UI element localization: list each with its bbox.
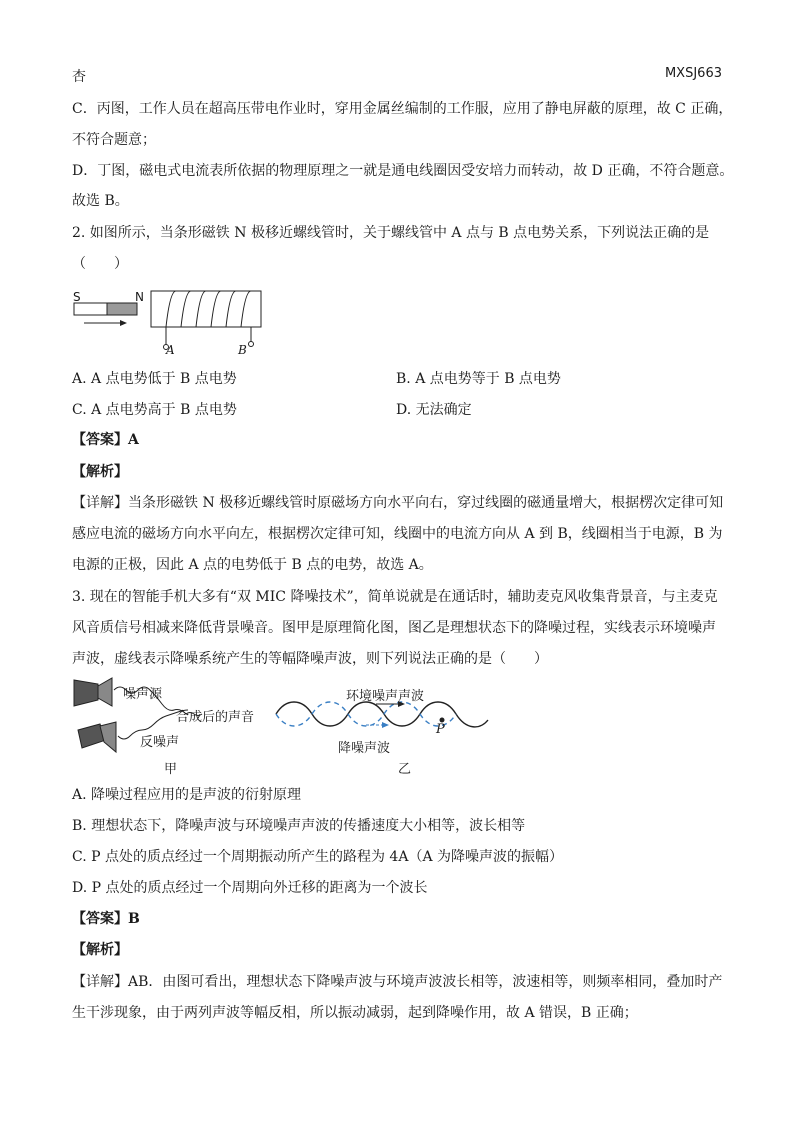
detail-3-line: 【详解】AB．由图可看出，理想状态下降噪声波与环境声波波长相等，波速相等，则频率相同，叠加时产 — [72, 974, 723, 990]
cancel-wave-label: 降噪声波 — [338, 741, 391, 756]
answer-2: 【答案】A — [72, 432, 139, 448]
header-left: 杏 — [72, 69, 86, 85]
figure-yi-label: 乙 — [398, 762, 412, 777]
point-a-label: A — [166, 343, 175, 357]
magnet-north-half — [107, 303, 137, 315]
q2-option-d: D. 无法确定 — [396, 402, 472, 418]
q3-option-a: A. 降噪过程应用的是声波的衍射原理 — [72, 787, 302, 803]
noise-source-label: 噪声源 — [123, 687, 163, 702]
magnet-south-half — [74, 303, 107, 315]
analysis-3-heading: 【解析】 — [72, 942, 128, 958]
env-noise-wave-label: 环境噪声声波 — [346, 689, 425, 704]
point-b-label: B — [238, 343, 247, 357]
q3-option-d: D. P 点处的质点经过一个周期向外迁移的距离为一个波长 — [72, 880, 428, 896]
question-3: 声波，虚线表示降噪系统产生的等幅降噪声波，则下列说法正确的是（ ） — [72, 651, 548, 667]
magnet-n-label: N — [135, 290, 144, 304]
detail-2-line: 感应电流的磁场方向水平向左，根据楞次定律可知，线圈中的电流方向从 A 到 B，线圈相当于电源，B 为 — [72, 526, 723, 542]
detail-3-line: 生干涉现象，由于两列声波等幅反相，所以振动减弱，起到降噪作用，故 A 错误，B 正确； — [72, 1005, 638, 1021]
q2-option-b: B. A 点电势等于 B 点电势 — [396, 371, 561, 387]
q2-option-a: A. A 点电势低于 B 点电势 — [72, 371, 237, 387]
q3-option-c: C. P 点处的质点经过一个周期振动所产生的路程为 4A（A 为降噪声波的振幅） — [72, 849, 564, 865]
question-2-bracket: （ ） — [72, 256, 128, 272]
detail-2-line: 【详解】当条形磁铁 N 极移近螺线管时原磁场方向水平向右，穿过线圈的磁通量增大，根据楞次定律可知 — [72, 495, 724, 511]
analysis-2-heading: 【解析】 — [72, 464, 128, 480]
arrow-right-icon — [382, 722, 389, 728]
arrow-right-icon — [120, 320, 127, 326]
speaker-icon — [78, 722, 116, 752]
q3-option-b: B. 理想状态下，降噪声波与环境噪声声波的传播速度大小相等，波长相等 — [72, 818, 526, 834]
point-p-label: P — [436, 722, 445, 737]
text-line: C．丙图，工作人员在超高压带电作业时，穿用金属丝编制的工作服，应用了静电屏蔽的原理，故 C 正确， — [72, 101, 733, 117]
text-line: D．丁图，磁电式电流表所依据的物理原理之一就是通电线圈因受安培力而转动，故 D 正确，不符合题意。 — [72, 163, 734, 179]
text-line: 不符合题意； — [72, 132, 156, 148]
answer-3: 【答案】B — [72, 911, 140, 927]
noise-cancel-wave — [276, 702, 456, 726]
figure-jia-label: 甲 — [164, 762, 178, 777]
question-3: 3. 现在的智能手机大多有“双 MIC 降噪技术”，简单说就是在通话时，辅助麦克风收集背景音，与主麦克 — [72, 589, 718, 605]
q2-option-c: C. A 点电势高于 B 点电势 — [72, 402, 237, 418]
solenoid-frame — [151, 291, 261, 327]
speaker-icon — [74, 678, 112, 706]
detail-2-line: 电源的正极，因此 A 点的电势低于 B 点的电势，故选 A。 — [72, 557, 433, 573]
text-line: 故选 B。 — [72, 193, 129, 209]
question-2: 2. 如图所示，当条形磁铁 N 极移近螺线管时，关于螺线管中 A 点与 B 点电势关系，下列说法正确的是 — [72, 225, 710, 241]
anti-noise-label: 反噪声 — [140, 735, 180, 750]
magnet-s-label: S — [73, 290, 81, 304]
combined-sound-label: 合成后的声音 — [176, 710, 255, 725]
question-3: 风音质信号相减来降低背景噪音。图甲是原理简化图，图乙是理想状态下的降噪过程，实线表示环境噪声 — [72, 620, 716, 636]
header-right: MXSJ663 — [664, 66, 722, 81]
coil-turns — [166, 291, 251, 327]
